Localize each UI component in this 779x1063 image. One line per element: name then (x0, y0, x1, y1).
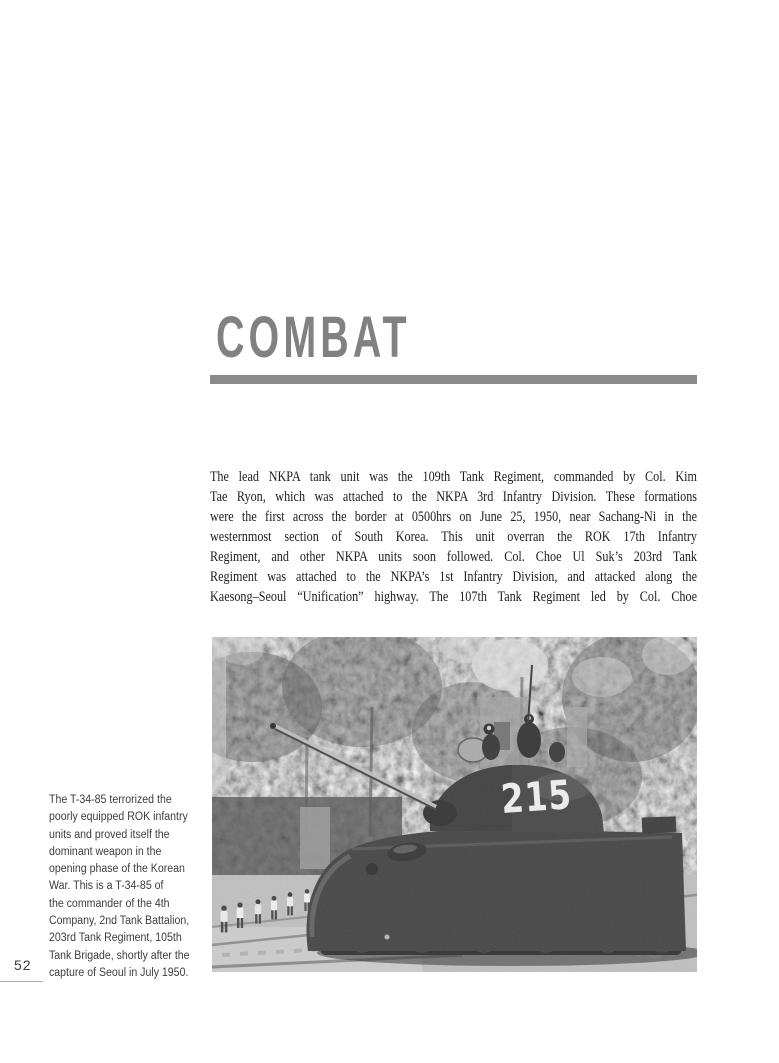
tank-photo-svg (212, 637, 697, 972)
photo-caption (49, 792, 207, 982)
caption-line: dominant weapon in the (49, 845, 162, 858)
body-text-line: were the first across the border at 0500hrs on June 25, 1950, near Sachang-Ni in the (210, 509, 698, 525)
tank-photo (212, 637, 697, 972)
caption-line: The T-34-85 terrorized the (49, 794, 172, 806)
chapter-title: COMBAT (216, 305, 411, 370)
body-text-line: westernmost section of South Korea. This unit overran the ROK 17th Infantry (210, 529, 698, 545)
caption-line: capture of Seoul in July 1950. (49, 966, 189, 979)
caption-line: 203rd Tank Regiment, 105th (49, 932, 182, 945)
caption-line: poorly equipped ROK infantry (49, 811, 188, 824)
body-text-line: Kaesong–Seoul “Unification” highway. The 107th Tank Regiment led by Col. Choe (210, 589, 698, 605)
caption-line: units and proved itself the (49, 828, 170, 841)
film-grain (212, 637, 697, 972)
caption-line: Tank Brigade, shortly after the (49, 949, 190, 962)
title-rule (210, 375, 697, 384)
body-paragraph (210, 467, 697, 607)
caption-line: opening phase of the Korean (49, 863, 185, 876)
page-number-rule (0, 981, 43, 982)
body-text-line: Regiment was attached to the NKPA’s 1st Infantry Division, and attacked along the (210, 569, 698, 585)
body-text-line: The lead NKPA tank unit was the 109th Tank Regiment, commanded by Col. Kim (210, 469, 698, 485)
body-text-line: Tae Ryon, which was attached to the NKPA 3rd Infantry Division. These formations (210, 489, 698, 505)
caption-line: the commander of the 4th (49, 897, 170, 910)
page-number: 52 (14, 957, 32, 973)
caption-line: War. This is a T-34-85 of (49, 880, 164, 893)
body-text-line: Regiment, and other NKPA units soon followed. Col. Choe Ul Suk’s 203rd Tank (210, 549, 698, 565)
caption-line: Company, 2nd Tank Battalion, (49, 915, 190, 928)
